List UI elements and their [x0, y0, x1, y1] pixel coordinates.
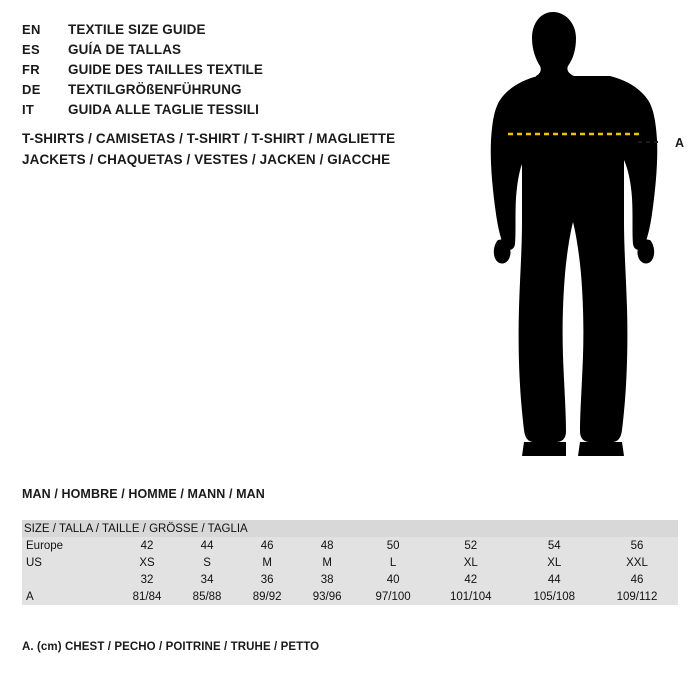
size-table	[22, 520, 678, 605]
language-code: EN	[22, 22, 41, 37]
language-row	[22, 20, 452, 40]
table-cell: 48	[320, 539, 334, 552]
footnote: A. (cm) CHEST / PECHO / POITRINE / TRUHE / PETTO	[22, 641, 320, 653]
table-cell: XS	[139, 556, 155, 569]
table-header-label: SIZE / TALLA / TAILLE / GRÖSSE / TAGLIA	[24, 522, 248, 535]
man-silhouette-figure	[470, 8, 690, 478]
language-list	[22, 20, 452, 120]
table-cell: 52	[464, 539, 478, 552]
table-cell: 105/108	[533, 590, 576, 603]
table-cell: 101/104	[449, 590, 492, 603]
table-cell: 50	[386, 539, 400, 552]
language-text: TEXTILE SIZE GUIDE	[68, 22, 206, 37]
table-cell: 44	[547, 573, 561, 586]
language-row	[22, 100, 452, 120]
table-cell: 44	[200, 539, 214, 552]
category-list	[22, 128, 482, 170]
table-cell: 97/100	[375, 590, 411, 603]
silhouette-icon	[470, 8, 690, 478]
language-text: TEXTILGRÖßENFÜHRUNG	[68, 82, 242, 97]
table-cell: 89/92	[252, 590, 282, 603]
table-cell: 42	[140, 539, 154, 552]
table-cell: L	[389, 556, 397, 569]
table-cell: M	[322, 556, 332, 569]
table-cell: 42	[464, 573, 478, 586]
table-header-row	[22, 520, 678, 537]
table-cell: 85/88	[192, 590, 222, 603]
table-cell: 93/96	[312, 590, 342, 603]
language-code: IT	[22, 102, 35, 117]
language-text: GUIDE DES TAILLES TEXTILE	[68, 62, 264, 77]
language-row	[22, 60, 452, 80]
language-code: DE	[22, 82, 41, 97]
row-label: US	[26, 556, 42, 569]
table-cell: 34	[200, 573, 214, 586]
table-cell: 54	[547, 539, 561, 552]
table-cell: 38	[320, 573, 334, 586]
table-cell: 109/112	[616, 590, 658, 603]
category-line-tshirts: T-SHIRTS / CAMISETAS / T-SHIRT / T-SHIRT / MAGLIETTE	[22, 131, 396, 146]
table-row	[22, 588, 678, 605]
table-row	[22, 554, 678, 571]
table-cell: XL	[547, 556, 562, 569]
row-label: Europe	[26, 539, 64, 552]
table-group-title: MAN / HOMBRE / HOMME / MANN / MAN	[22, 487, 265, 501]
language-text: GUÍA DE TALLAS	[68, 42, 182, 57]
table-row	[22, 571, 678, 588]
measure-leader-dashes	[638, 141, 662, 143]
category-line-jackets: JACKETS / CHAQUETAS / VESTES / JACKEN / GIACCHE	[22, 152, 391, 167]
language-row	[22, 40, 452, 60]
table-cell: 56	[630, 539, 644, 552]
table-cell: 81/84	[132, 590, 162, 603]
language-row	[22, 80, 452, 100]
measure-label-a: A	[674, 136, 684, 150]
language-text: GUIDA ALLE TAGLIE TESSILI	[68, 102, 259, 117]
language-code: ES	[22, 42, 40, 57]
table-cell: 46	[630, 573, 644, 586]
table-cell: XXL	[626, 556, 648, 569]
table-cell: M	[262, 556, 272, 569]
table-cell: XL	[463, 556, 478, 569]
table-cell: 36	[260, 573, 274, 586]
language-code: FR	[22, 62, 40, 77]
table-cell: S	[203, 556, 211, 569]
row-label: A	[26, 590, 34, 603]
table-cell: 40	[386, 573, 400, 586]
row-label	[22, 571, 117, 588]
table-cell: 32	[140, 573, 154, 586]
table-cell: 46	[260, 539, 274, 552]
table-row	[22, 537, 678, 554]
